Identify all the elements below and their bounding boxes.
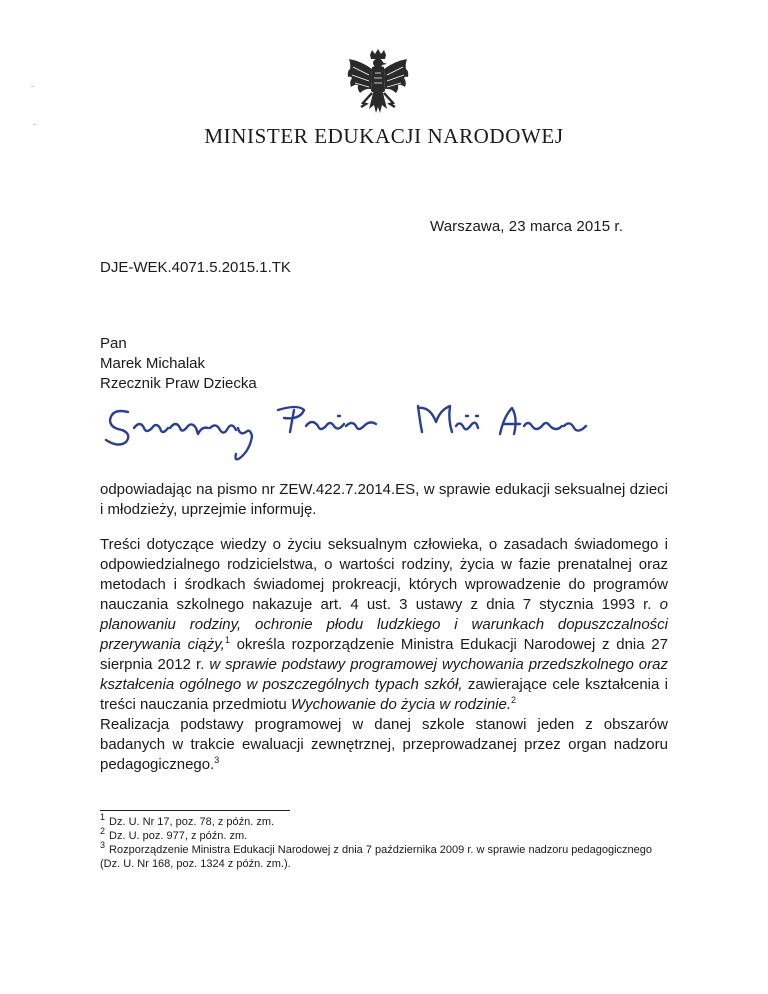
footnote-item: [100, 812, 668, 829]
paragraph-intro: odpowiadając na pismo nr ZEW.422.7.2014.ES, w sprawie edukacji seksualnej dzieci i młodzieży, uprzejmie informuję.: [100, 481, 668, 518]
footnotes: [100, 812, 668, 871]
footnote-number: 3: [100, 840, 106, 851]
footnote-ref: 1: [224, 635, 230, 645]
scan-speck: [31, 86, 34, 87]
scan-speck: [33, 124, 36, 125]
footnote-item: [100, 826, 668, 843]
footnote-divider: [100, 810, 290, 811]
ministry-title: MINISTER EDUKACJI NARODOWEJ: [204, 124, 564, 148]
statute-title: o planowaniu rodziny, ochronie płodu ludzkiego i warunkach dopuszczalności przerywania ciąży,: [100, 596, 668, 653]
handwritten-salutation: [100, 398, 620, 470]
footnote-text: Dz. U. Nr 17, poz. 78, z późn. zm.: [109, 816, 275, 828]
footnote-number: 1: [100, 812, 106, 823]
subject-title: Wychowanie do życia w rodzinie.: [290, 696, 512, 713]
place-and-date: Warszawa, 23 marca 2015 r.: [430, 218, 623, 235]
paragraph-main: [100, 535, 668, 775]
reference-number: DJE-WEK.4071.5.2015.1.TK: [100, 259, 291, 276]
addressee-line: Rzecznik Praw Dziecka: [100, 375, 257, 392]
addressee-line: Marek Michalak: [100, 355, 206, 372]
footnote-ref: 3: [214, 755, 220, 765]
paragraph-text: Realizacja podstawy programowej w danej szkole stanowi jeden z obszarów badanych w trakcie ewaluacji zewnętrznej, przeprowadzanej przez organ nadzoru pedagogicznego.: [100, 716, 668, 773]
regulation-title: w sprawie podstawy programowej wychowania przedszkolnego oraz kształcenia ogólnego w poszczególnych typach szkół,: [100, 656, 668, 693]
footnote-item: [100, 840, 668, 871]
footnote-text: Dz. U. poz. 977, z późn. zm.: [109, 830, 248, 842]
paragraph-text: zawierające cele kształcenia i treści nauczania przedmiotu: [100, 676, 668, 713]
paragraph-text: określa rozporządzenie Ministra Edukacji Narodowej z dnia 27 sierpnia 2012 r.: [100, 636, 668, 673]
addressee-block: [100, 334, 257, 394]
footnote-ref: 2: [511, 695, 517, 705]
addressee-line: Pan: [100, 335, 127, 352]
footnote-number: 2: [100, 826, 106, 837]
polish-eagle-emblem-icon: [339, 47, 417, 125]
paragraph-text: Treści dotyczące wiedzy o życiu seksualnym człowieka, o zasadach świadomego i odpowiedzialnego rodzicielstwa, o wartości rodziny, życia w fazie prenatalnej oraz metodach i środkach świadomej prokreacji, których wprowadzenie do programów nauczania szkolnego nakazuje art. 4 ust. 3 ustawy z dnia 7 stycznia 1993 r.: [100, 536, 668, 613]
footnote-text: Rozporządzenie Ministra Edukacji Narodowej z dnia 7 października 2009 r. w sprawie nadzoru pedagogicznego (Dz. U. Nr 168, poz. 1324 z późn. zm.).: [100, 844, 652, 870]
